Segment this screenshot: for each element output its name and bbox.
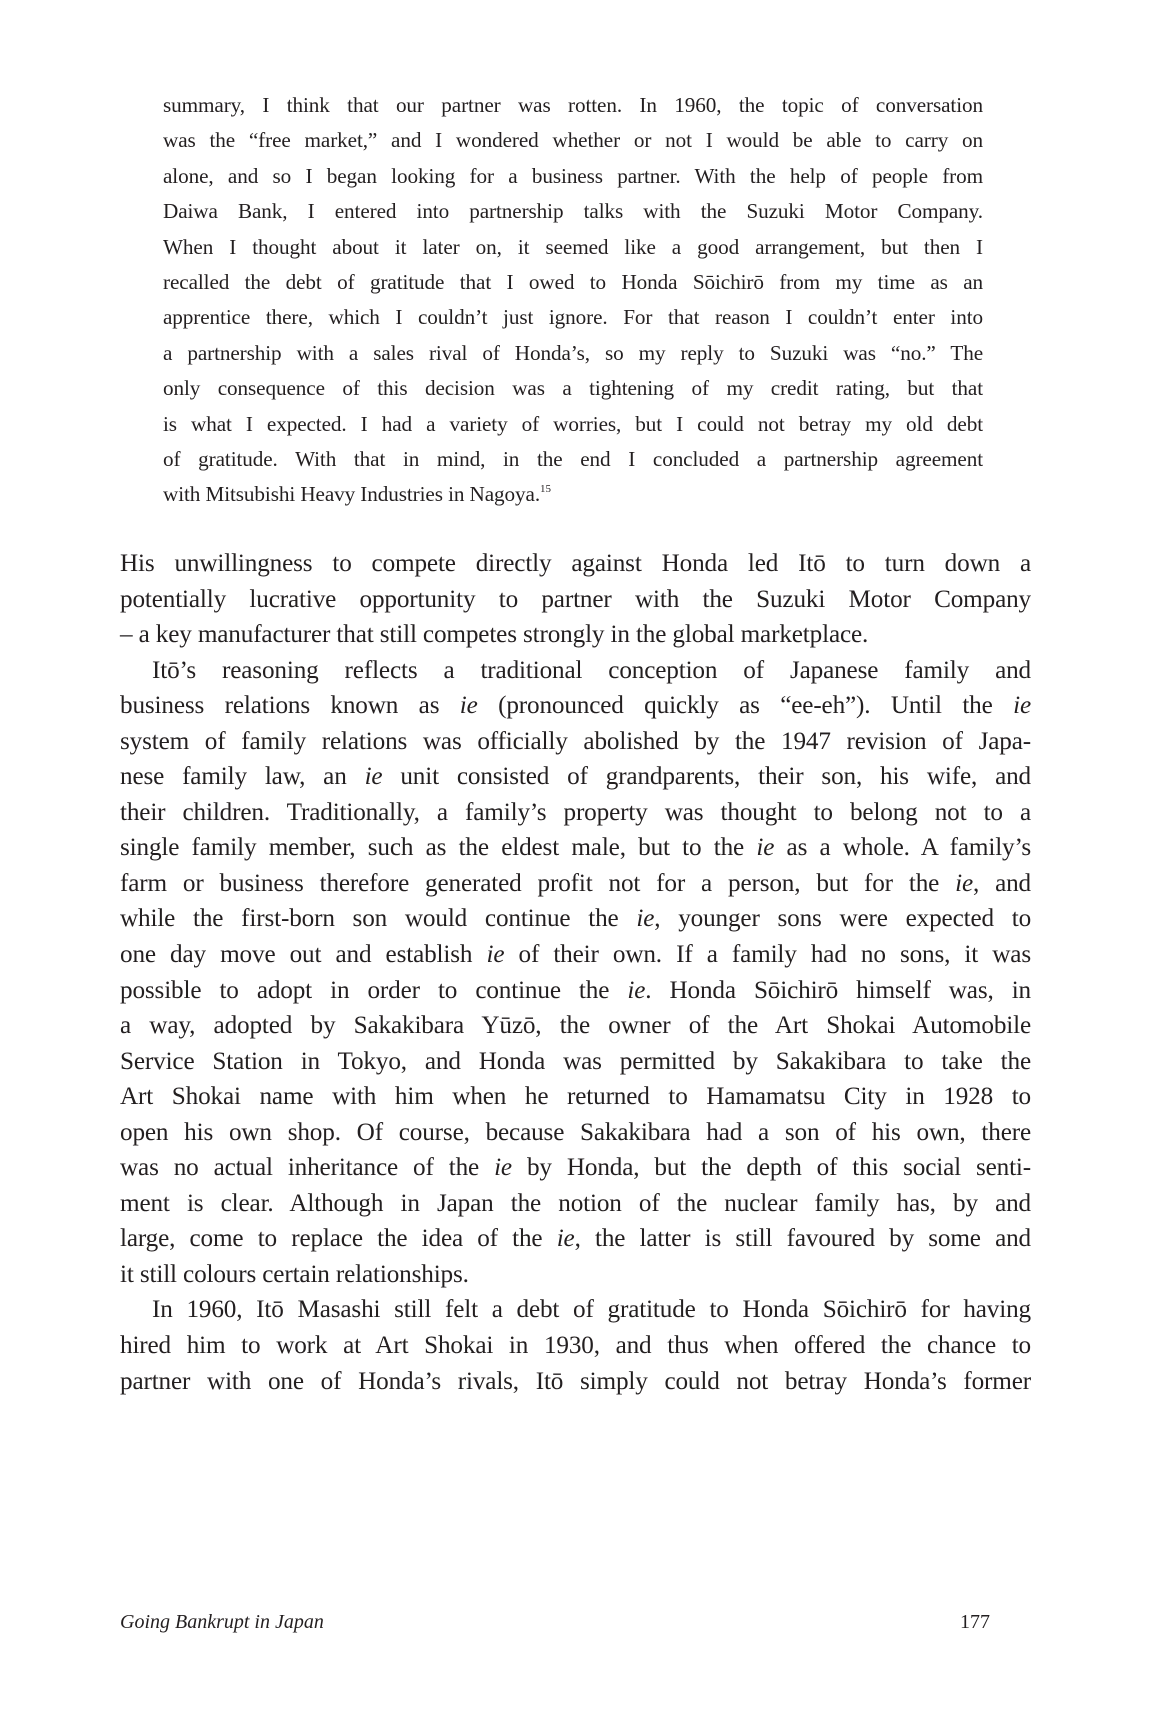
text-run: system of family relations was officially abolished by the 1947 revision of Japa- [120, 727, 1031, 755]
text-run: one day move out and establish [120, 941, 487, 969]
text-run: Art Shokai name with him when he returned to Hamamatsu City in 1928 to [120, 1083, 1031, 1111]
body-line [120, 759, 1031, 795]
paragraph-first-line [120, 1292, 1031, 1328]
body-line [120, 937, 1031, 973]
italic-term: ie [756, 834, 775, 862]
body-line [120, 1115, 1031, 1151]
body-line [120, 1221, 1031, 1257]
text-run: business relations known as [120, 692, 460, 720]
text-run: Itō’s reasoning reflects a traditional conception of Japanese family and [152, 656, 1031, 684]
body-line [120, 1186, 1031, 1222]
text-run: His unwillingness to compete directly against Honda led Itō to turn down a [120, 550, 1031, 577]
text-run: as a whole. A family’s [774, 834, 1031, 862]
italic-term: ie [1013, 692, 1031, 720]
body-line [120, 688, 1031, 724]
body-line [120, 1044, 1031, 1080]
body-line [120, 1328, 1031, 1364]
body-line [120, 795, 1031, 831]
body-text [120, 546, 1031, 1399]
body-line [120, 1364, 1031, 1400]
text-run: unit consisted of grandparents, their son, his wife, and [382, 763, 1031, 791]
italic-term: ie [955, 869, 973, 897]
text-run: by Honda, but the depth of this social senti- [511, 1154, 1032, 1182]
text-run: , the latter is still favoured by some and [574, 1225, 1031, 1253]
quote-line-last [163, 477, 983, 512]
paragraph-first-line [120, 653, 1031, 689]
italic-term: ie [459, 692, 478, 720]
body-line [120, 1150, 1031, 1186]
text-run: of their own. If a family had no sons, it was [504, 941, 1031, 969]
text-run: hired him to work at Art Shokai in 1930, and thus when offered the chance to [120, 1332, 1031, 1360]
running-title: Going Bankrupt in Japan [120, 1611, 324, 1633]
text-run: , younger sons were expected to [654, 905, 1032, 933]
italic-term: ie [494, 1154, 512, 1182]
text-run: ment is clear. Although in Japan the notion of the nuclear family has, by and [120, 1189, 1031, 1217]
text-run: Service Station in Tokyo, and Honda was permitted by Sakakibara to take the [120, 1047, 1031, 1075]
text-run: single family member, such as the eldest male, but to the [120, 834, 757, 862]
body-line [120, 973, 1031, 1009]
text-run: while the first-born son would continue the [120, 905, 637, 933]
italic-term: ie [627, 976, 646, 1004]
text-run: In 1960, Itō Masashi still felt a debt of gratitude to Honda Sōichirō for having [152, 1296, 1031, 1324]
quote-line: When I thought about it later on, it seemed like a good arrangement, but then I [163, 234, 983, 259]
italic-term: ie [486, 941, 505, 969]
text-run: was no actual inheritance of the [120, 1154, 495, 1182]
body-line [120, 830, 1031, 866]
quote-line: a partnership with a sales rival of Honda’s, so my reply to Suzuki was “no.” The [163, 340, 983, 365]
body-line [120, 1008, 1031, 1044]
text-run: possible to adopt in order to continue the [120, 976, 628, 1004]
body-line [120, 1257, 1031, 1293]
body-line [120, 724, 1031, 760]
page-number: 177 [960, 1611, 990, 1633]
italic-term: ie [556, 1225, 575, 1253]
body-line [120, 866, 1031, 902]
quote-line: apprentice there, which I couldn’t just ignore. For that reason I couldn’t enter into [163, 305, 983, 330]
text-run: . Honda Sōichirō himself was, in [645, 976, 1031, 1004]
body-line [120, 582, 1031, 618]
block-quote [163, 88, 983, 513]
quote-line: of gratitude. With that in mind, in the end I concluded a partnership agreement [163, 446, 983, 471]
quote-text: with Mitsubishi Heavy Industries in Nagoya. [163, 482, 541, 507]
body-line [120, 901, 1031, 937]
quote-line: Daiwa Bank, I entered into partnership talks with the Suzuki Motor Company. [163, 199, 983, 224]
text-run: (pronounced quickly as “ee-eh”). Until the [477, 692, 1014, 720]
body-line [120, 617, 1031, 653]
text-run: large, come to replace the idea of the [120, 1225, 557, 1253]
text-run: it still colours certain relationships. [120, 1260, 469, 1288]
quote-line: only consequence of this decision was a tightening of my credit rating, but that [163, 376, 983, 401]
text-run: nese family law, an [120, 763, 365, 791]
quote-line: recalled the debt of gratitude that I owed to Honda Sōichirō from my time as an [163, 269, 983, 294]
text-run: potentially lucrative opportunity to partner with the Suzuki Motor Company [120, 585, 1031, 613]
text-run: , and [973, 869, 1031, 897]
italic-term: ie [636, 905, 655, 933]
italic-term: ie [364, 763, 383, 791]
text-run: partner with one of Honda’s rivals, Itō simply could not betray Honda’s former [120, 1367, 1031, 1395]
quote-line: was the “free market,” and I wondered whether or not I would be able to carry on [163, 128, 983, 153]
text-run: farm or business therefore generated profit not for a person, but for the [120, 869, 956, 897]
text-run: their children. Traditionally, a family’s property was thought to belong not to a [120, 798, 1031, 826]
text-run: open his own shop. Of course, because Sakakibara had a son of his own, there [120, 1118, 1031, 1146]
text-run: a way, adopted by Sakakibara Yūzō, the owner of the Art Shokai Automobile [120, 1012, 1031, 1040]
quote-line: alone, and so I began looking for a business partner. With the help of people from [163, 163, 983, 188]
body-line [120, 1079, 1031, 1115]
quote-line: is what I expected. I had a variety of worries, but I could not betray my old debt [163, 411, 983, 436]
footnote-reference[interactable]: 15 [540, 483, 551, 496]
text-run: – a key manufacturer that still competes strongly in the global marketplace. [120, 621, 869, 649]
quote-line: summary, I think that our partner was rotten. In 1960, the topic of conversation [163, 93, 983, 117]
body-line [120, 546, 1031, 582]
